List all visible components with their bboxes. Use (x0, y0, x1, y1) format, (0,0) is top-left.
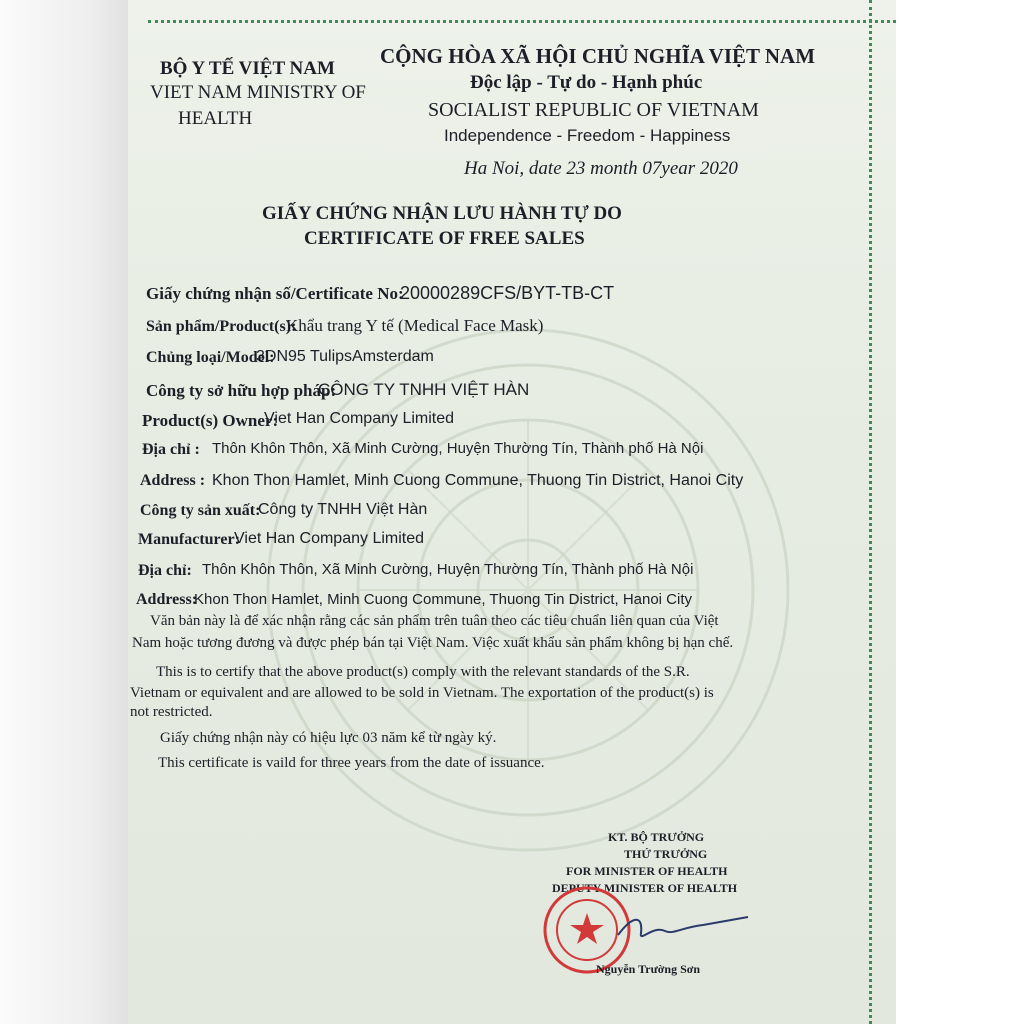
manufacturer-label-en: Manufacturer: (138, 531, 240, 548)
address2-label-vn: Địa chỉ: (138, 562, 192, 579)
en-paragraph-line-1: This is to certify that the above product(s) comply with the relevant standards of the S.R. (156, 664, 690, 680)
signatory-name: Nguyễn Trường Sơn (596, 962, 701, 976)
model-label: Chủng loại/Model: (146, 349, 275, 366)
decorative-border-top (148, 0, 896, 23)
owner-value-en: Viet Han Company Limited (264, 410, 455, 427)
address2-label-en: Address: (136, 591, 198, 608)
owner-label-en: Product(s) Owner: (142, 411, 279, 430)
republic-name-vn: CỘNG HÒA XÃ HỘI CHỦ NGHĨA VIỆT NAM (380, 44, 816, 68)
validity-vn: Giấy chứng nhận này có hiệu lực 03 năm kể từ ngày ký. (160, 730, 497, 746)
address-label-vn: Địa chỉ : (142, 441, 200, 458)
watermark-emblem (258, 320, 798, 860)
manufacturer-value-vn: Công ty TNHH Việt Hàn (258, 501, 428, 518)
republic-name-en: SOCIALIST REPUBLIC OF VIETNAM (428, 99, 759, 121)
legal-owner-value: CÔNG TY TNHH VIỆT HÀN (318, 380, 530, 399)
signature-title-3: FOR MINISTER OF HEALTH (566, 864, 728, 878)
legal-owner-label: Công ty sở hữu hợp pháp: (146, 381, 337, 400)
signature-title-2: THỨ TRƯỞNG (624, 847, 708, 861)
address-label-en: Address : (140, 472, 206, 489)
motto-vn: Độc lập - Tự do - Hạnh phúc (470, 72, 703, 93)
en-paragraph-line-2: Vietnam or equivalent and are allowed to be sold in Vietnam. The exportation of the product(s) is (130, 685, 714, 701)
certificate-page (128, 0, 896, 1024)
vn-paragraph-line-2: Nam hoặc tương đương và được phép bán tại Việt Nam. Việc xuất khẩu sản phẩm không bị hạn chế. (132, 635, 734, 651)
ministry-name-en-2: HEALTH (178, 108, 253, 129)
product-value: Khẩu trang Y tế (Medical Face Mask) (286, 316, 544, 335)
address-value-vn: Thôn Khôn Thôn, Xã Minh Cường, Huyện Thường Tín, Thành phố Hà Nội (212, 440, 704, 457)
certificate-number-label: Giấy chứng nhận số/Certificate No: (146, 284, 404, 303)
address2-value-vn: Thôn Khôn Thôn, Xã Minh Cường, Huyện Thường Tín, Thành phố Hà Nội (202, 561, 694, 578)
certificate-title-en: CERTIFICATE OF FREE SALES (304, 228, 585, 249)
decorative-border-right (869, 0, 882, 1024)
handwritten-signature (613, 905, 753, 950)
ministry-name-en: VIET NAM MINISTRY OF (150, 82, 366, 103)
model-value: 3DN95 TulipsAmsterdam (256, 348, 434, 365)
manufacturer-label-vn: Công ty sản xuất: (140, 502, 261, 519)
signature-title-1: KT. BỘ TRƯỞNG (608, 830, 705, 844)
signature-title-4: DEPUTY MINISTER OF HEALTH (552, 881, 738, 895)
en-paragraph-line-3: not restricted. (130, 704, 213, 720)
certificate-title-vn: GIẤY CHỨNG NHẬN LƯU HÀNH TỰ DO (262, 203, 622, 224)
vn-paragraph-line-1: Văn bản này là để xác nhận rằng các sản phẩm trên tuân theo các tiêu chuẩn liên quan của Việt (150, 613, 719, 629)
motto-en: Independence - Freedom - Happiness (444, 126, 731, 145)
desk-background-right (884, 0, 1024, 1024)
ministry-name-vn: BỘ Y TẾ VIỆT NAM (160, 58, 335, 79)
manufacturer-value-en: Viet Han Company Limited (234, 530, 425, 547)
address-value-en: Khon Thon Hamlet, Minh Cuong Commune, Thuong Tin District, Hanoi City (212, 472, 744, 489)
certificate-number-value: 20000289CFS/BYT-TB-CT (400, 283, 615, 303)
address2-value-en: Khon Thon Hamlet, Minh Cuong Commune, Thuong Tin District, Hanoi City (194, 591, 693, 608)
validity-en: This certificate is vaild for three years from the date of issuance. (158, 755, 545, 771)
issue-date: Ha Noi, date 23 month 07year 2020 (464, 158, 738, 179)
product-label: Sản phẩm/Product(s): (146, 318, 297, 335)
